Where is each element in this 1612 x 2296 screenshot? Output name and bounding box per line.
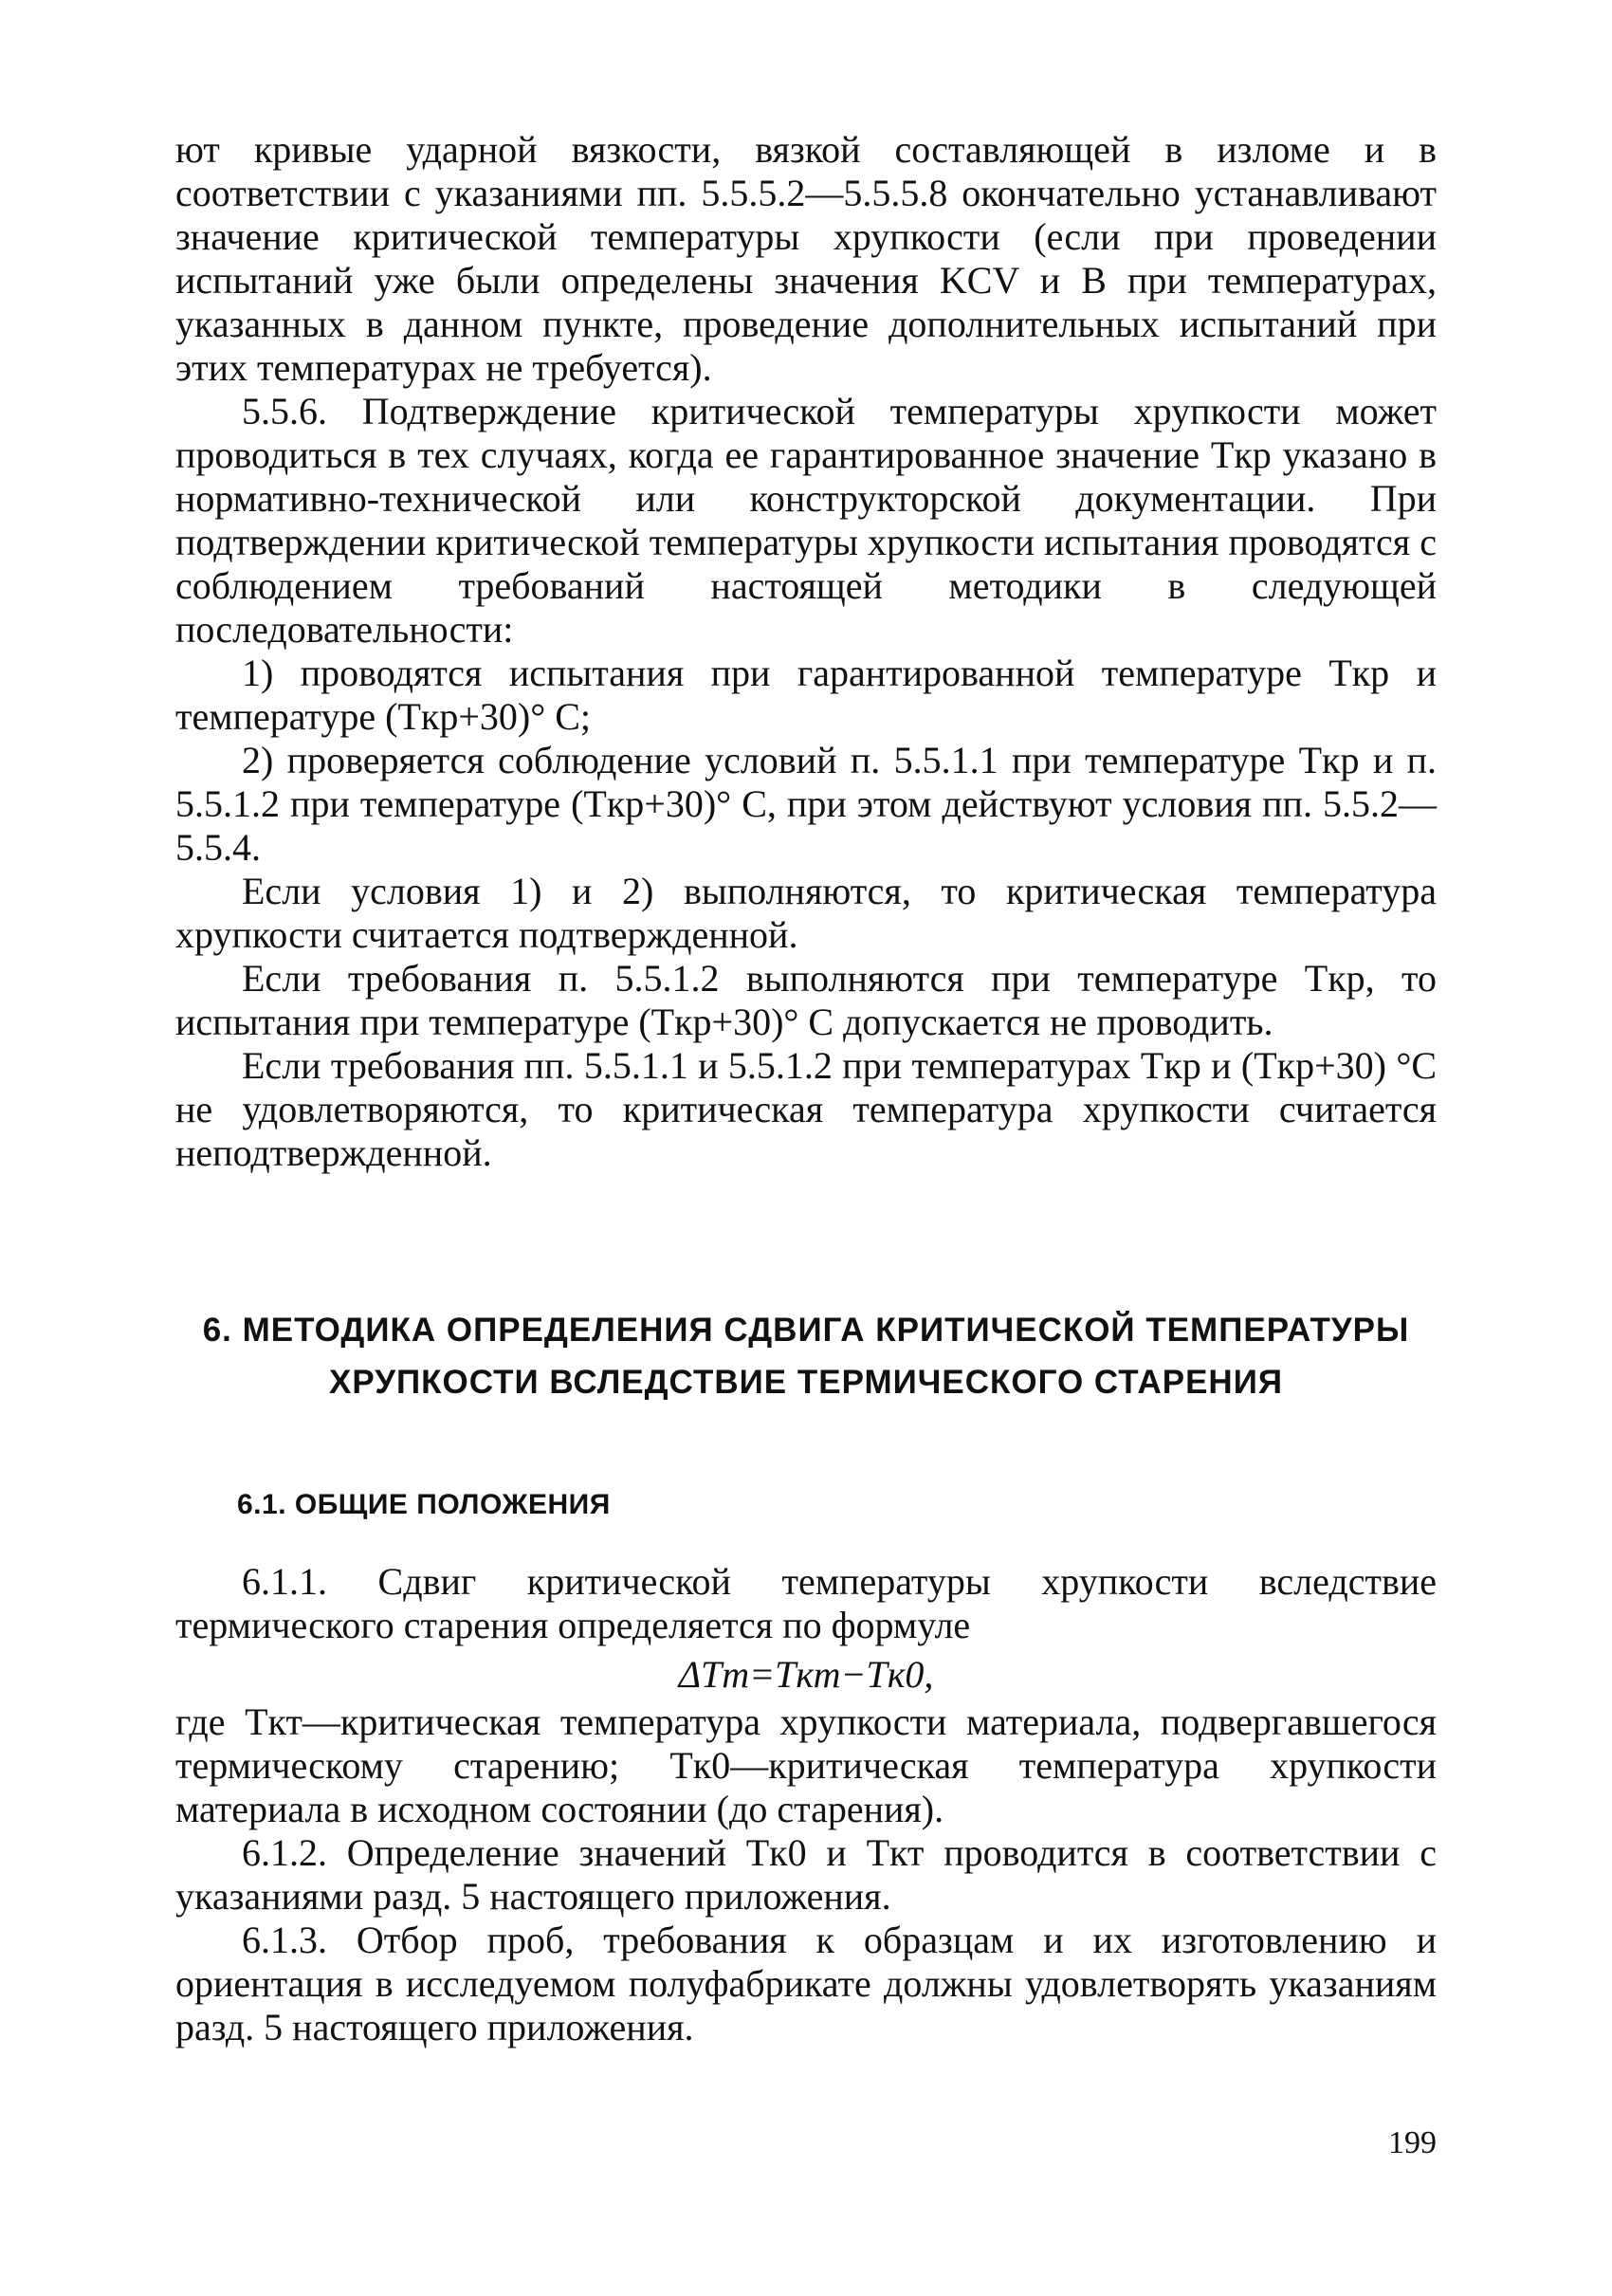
paragraph-not-confirmed: Если требования пп. 5.5.1.1 и 5.5.1.2 при температурах Tкр и (Tкр+30) °C не удовлетворяются, то критическая температура хрупкости считается неподтвержденной.: [175, 1044, 1437, 1174]
paragraph-6-1-3: 6.1.3. Отбор проб, требования к образцам и их изготовлению и ориентация в исследуемом полуфабрикате должны удовлетворять указаниям разд. 5 настоящего приложения.: [175, 1919, 1437, 2048]
list-item-2: 2) проверяется соблюдение условий п. 5.5.1.1 при температуре Tкр и п. 5.5.1.2 при температуре (Tкр+30)° C, при этом действуют условия пп. 5.5.2—5.5.4.: [175, 739, 1437, 869]
subsection-6-1-heading: 6.1. ОБЩИЕ ПОЛОЖЕНИЯ: [237, 1489, 611, 1520]
section-6-heading: 6. МЕТОДИКА ОПРЕДЕЛЕНИЯ СДВИГА КРИТИЧЕСКОЙ ТЕМПЕРАТУРЫ ХРУПКОСТИ ВСЛЕДСТВИЕ ТЕРМИЧЕСКОГО СТАРЕНИЯ: [202, 1312, 1410, 1401]
paragraph-6-1-1: 6.1.1. Сдвиг критической температуры хрупкости вследствие термического старения определяется по формуле: [175, 1560, 1437, 1646]
paragraph-confirmed: Если условия 1) и 2) выполняются, то критическая температура хрупкости считается подтвержденной.: [175, 870, 1437, 956]
body-text-block: [175, 128, 1437, 1175]
paragraph-continuation: ют кривые ударной вязкости, вязкой составляющей в изломе и в соответствии с указаниями пп. 5.5.5.2—5.5.5.8 окончательно устанавливают значение критической температуры хрупкости (если при проведении испытаний уже были определены значения KCV и B при температурах, указанных в данном пункте, проведение дополнительных испытаний при этих температурах не требуется).: [175, 128, 1437, 389]
section-6-body: [175, 1560, 1437, 2049]
paragraph-6-1-2: 6.1.2. Определение значений Tк0 и Tкт проводится в соответствии с указаниями разд. 5 настоящего приложения.: [175, 1831, 1437, 1918]
formula-shift: ΔTт=Tкт−Tк0,: [678, 1653, 934, 1696]
list-item-1: 1) проводятся испытания при гарантированной температуре Tкр и температуре (Tкр+30)° C;: [175, 652, 1437, 738]
formula-explanation: где Tкт—критическая температура хрупкости материала, подвергавшегося термическому старению; Tк0—критическая температура хрупкости материала в исходном состоянии (до старения).: [175, 1700, 1437, 1830]
paragraph-requirements-met: Если требования п. 5.5.1.2 выполняются при температуре Tкр, то испытания при температуре (Tкр+30)° C допускается не проводить.: [175, 957, 1437, 1043]
page-number: 199: [1388, 2125, 1437, 2160]
paragraph-5-5-6: 5.5.6. Подтверждение критической температуры хрупкости может проводиться в тех случаях, когда ее гарантированное значение Tкр указано в нормативно-технической или конструкторской документации. При подтверждении критической температуры хрупкости испытания проводятся с соблюдением требований настоящей методики в следующей последовательности:: [175, 390, 1437, 651]
